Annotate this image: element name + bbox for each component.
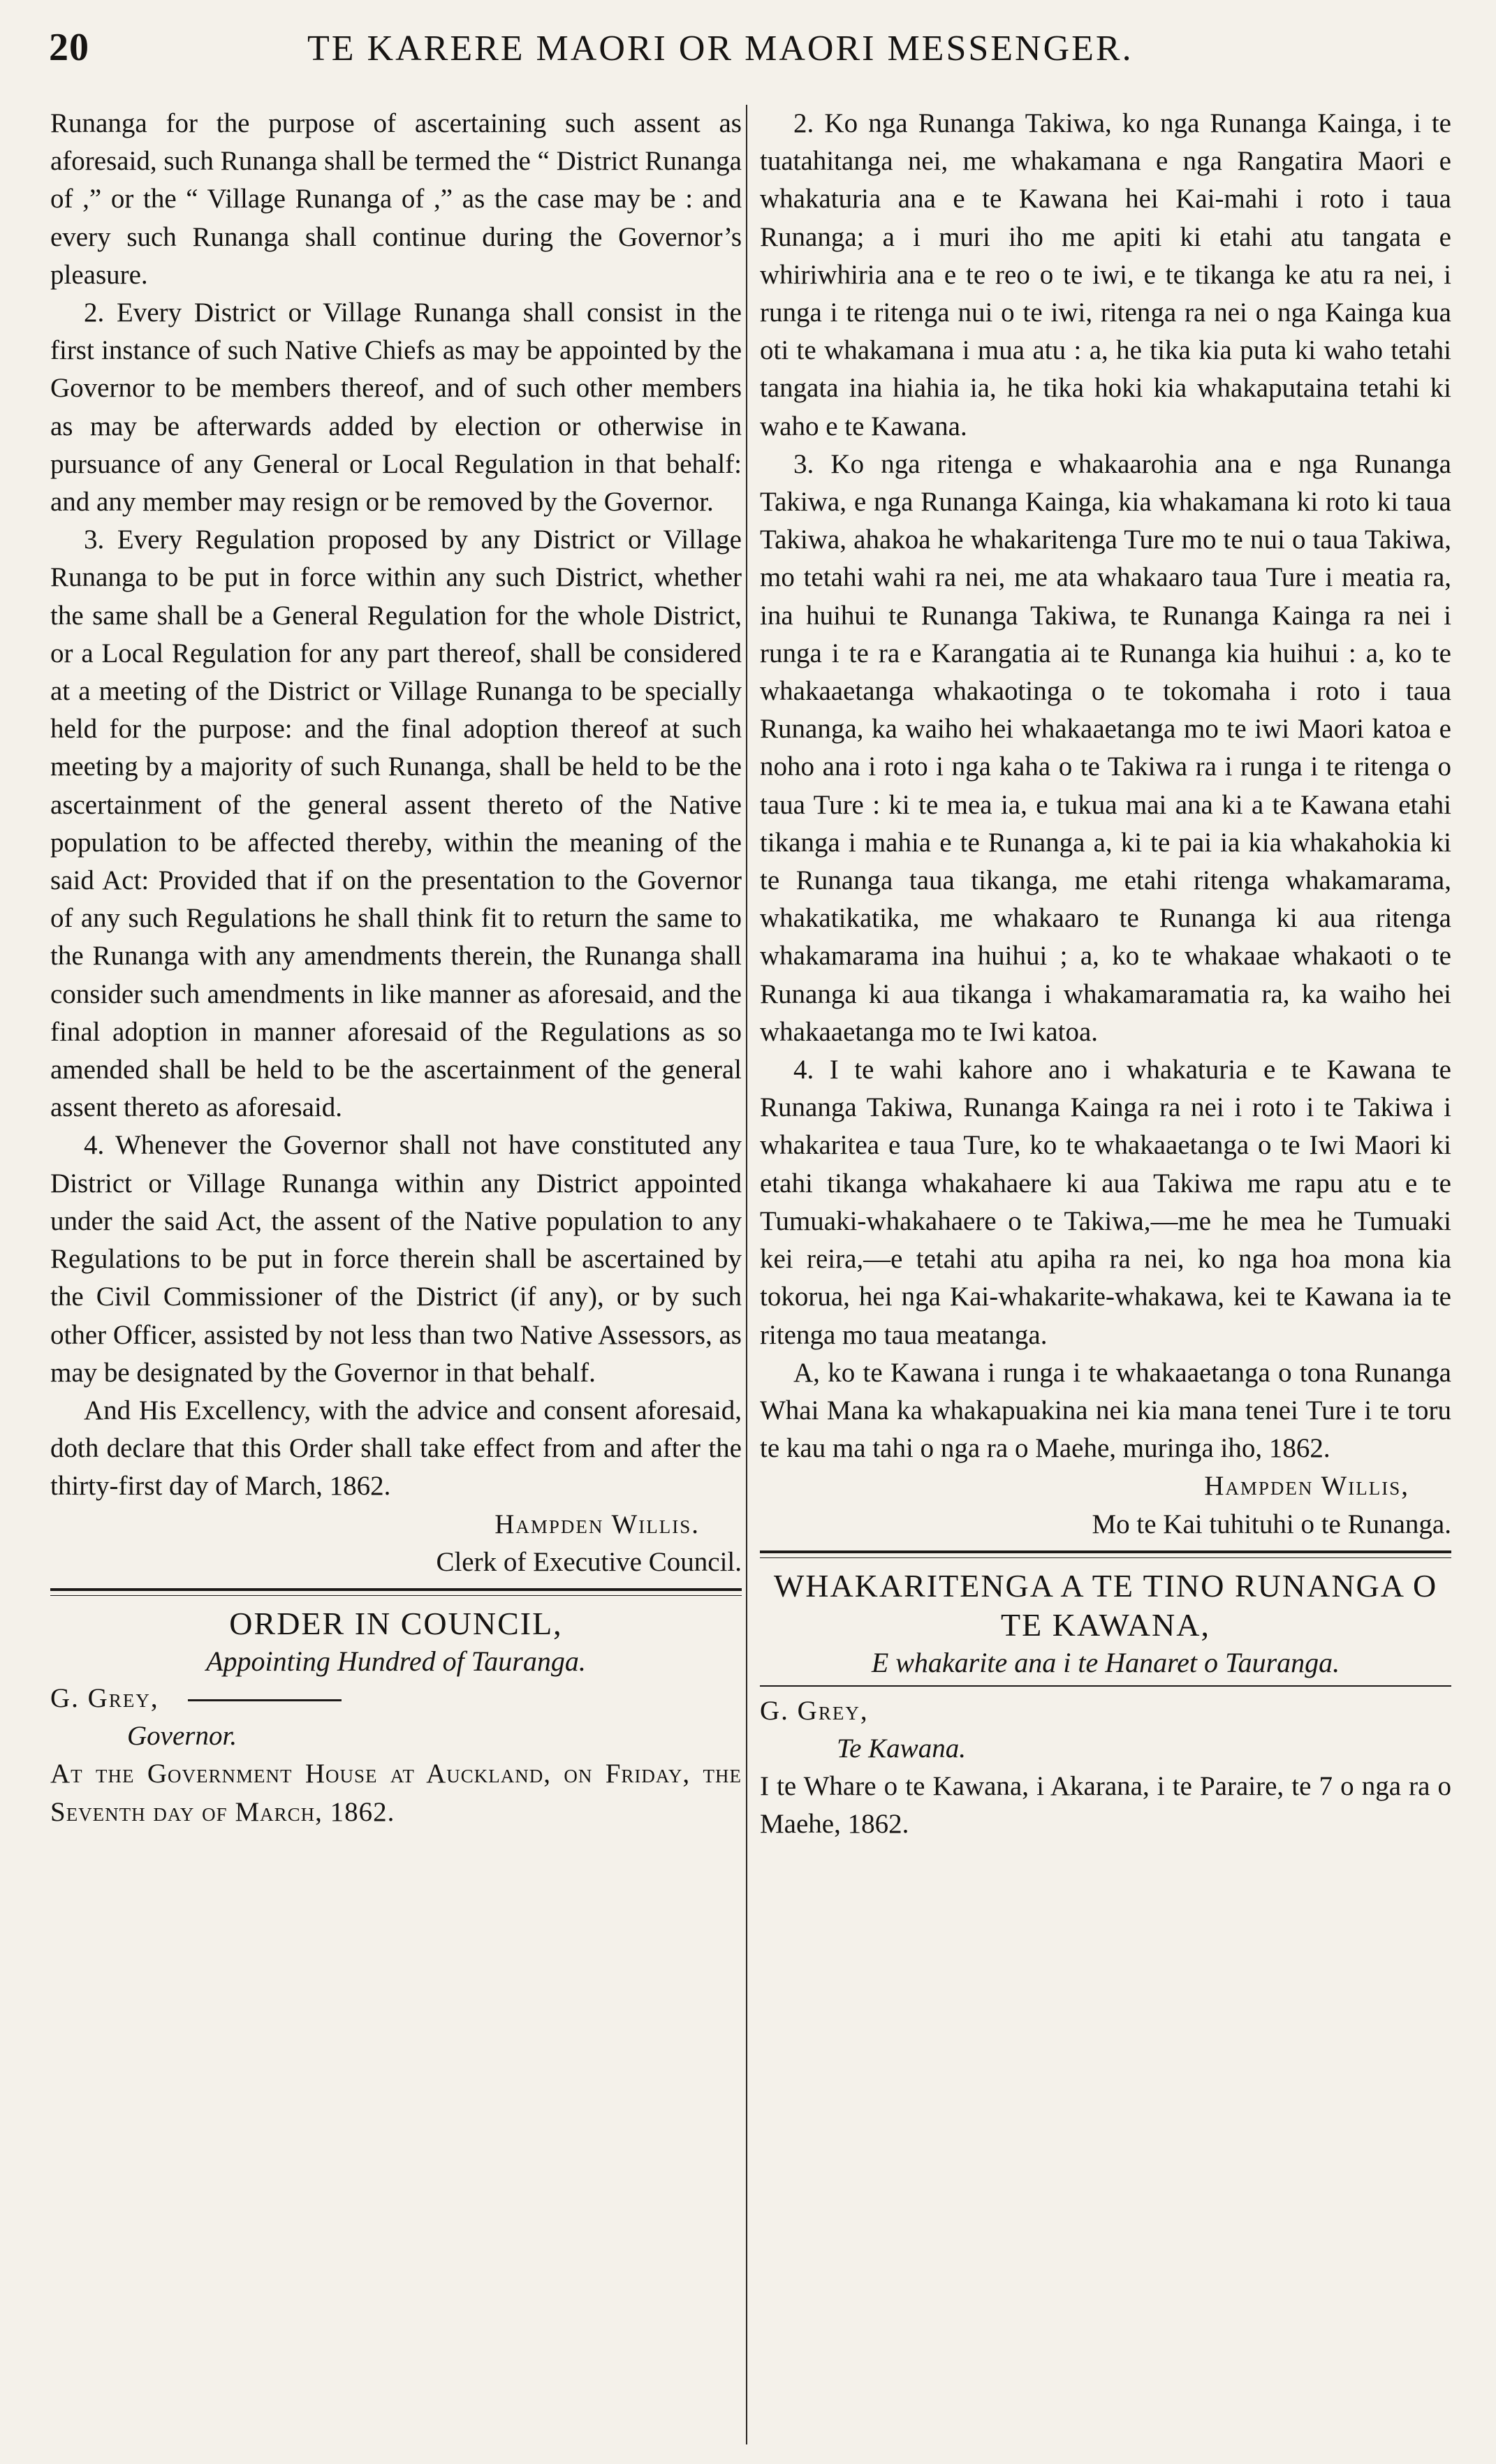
page-header — [0, 25, 1496, 81]
maori-signature-title: Mo te Kai tuhituhi o te Runanga. — [1092, 1509, 1451, 1539]
maori-order-heading: WHAKARITENGA A TE TINO RUNANGA O TE KAWANA, — [773, 1567, 1438, 1643]
maori-governor-name: G. Grey, — [760, 1695, 869, 1726]
maori-column — [760, 105, 1451, 1844]
english-paragraph-3: 3. Every Regulation proposed by any District or Village Runanga to be put in force within any such District, whether the same shall be a General Regulation for the whole District, or a Local Regulation for any part thereof, shall be considered at a meeting of the District or Village Runanga to be specially held for the purpose: and the final adoption thereof at such meeting by a majority of such Runanga, shall be held to be the ascertainment of the general assent thereto of the Native population to be affected thereby, within the meaning of the said Act: Provided that if on the presentation to the Governor of any such Regulations he shall think fit to return the same to the Runanga with any amendments therein, the Runanga shall consider such amendments in like manner as aforesaid, and the final adoption in manner aforesaid of the Regulations as so amended shall be held to be the ascertainment of the general assent thereto as aforesaid. — [50, 525, 742, 1123]
english-paragraph-1: Runanga for the purpose of ascertaining such assent as aforesaid, such Runanga shall be termed the “ District Runanga of ,” or the “ Village Runanga of ,” as the case may be : and every such Runanga shall continue during the Governor’s pleasure. — [50, 108, 742, 290]
order-location-line: At the Government House at Auckland, on Friday, the Seventh day of March, 1862. — [50, 1759, 742, 1827]
governor-title: Governor. — [127, 1721, 237, 1752]
english-column — [50, 105, 742, 1831]
governor-name: G. Grey, — [50, 1682, 159, 1713]
signature-name: Hampden Willis. — [494, 1509, 700, 1539]
page-number: 20 — [49, 26, 89, 69]
order-subheading: Appointing Hundred of Tauranga. — [206, 1645, 586, 1677]
maori-signature-name: Hampden Willis, — [1204, 1471, 1409, 1502]
governor-line — [50, 1680, 742, 1717]
english-paragraph-4: 4. Whenever the Governor shall not have constituted any District or Village Runanga within any District appointed under the said Act, the assent of the Native population to any Regulations to be put in force therein shall be ascertained by the Civil Commissioner of the District (if any), or by such other Officer, assisted by not less than two Native Assessors, as may be designated by the Governor in that behalf. — [50, 1130, 742, 1388]
maori-order-subheading: E whakarite ana i te Hanaret o Tauranga. — [871, 1646, 1340, 1678]
english-paragraph-5: And His Excellency, with the advice and consent aforesaid, doth declare that this Order shall take effect from and after the thirty-first day of March, 1862. — [50, 1395, 742, 1502]
maori-paragraph-1: 2. Ko nga Runanga Takiwa, ko nga Runanga Kainga, i te tuatahitanga nei, me whakamana e nga Rangatira Maori e whakaturia ana e te Kawana hei Kai-mahi i roto i taua Runanga; a i muri iho me apiti ki etahi atu tangata e whiriwhiria ana e te reo o te iwi, e te tikanga ke atu ra nei, i runga i te ritenga nui o te iwi, ritenga ra nei o nga Kainga kua oti te whakamana i mua atu : a, he tika kia puta ki waho tetahi tangata ina hiahia ia, he tika hoki kia whakaputaina tetahi ki waho e te Kawana. — [760, 108, 1451, 441]
order-heading: ORDER IN COUNCIL, — [229, 1605, 563, 1641]
maori-paragraph-2: 3. Ko nga ritenga e whakaarohia ana e nga Runanga Takiwa, e nga Runanga Kainga, kia whakamana ki roto ki taua Takiwa, ahakoa he whakaritenga Ture mo te nui o taua Takiwa, mo tetahi wahi ra nei, me ata whakaaro taua Ture i meatia ra, ina huihui te Runanga Takiwa, te Runanga Kainga ra nei i runga i te ra e Karangatia ai te Runanga kia huihui : a, ko te whakaaetanga whakaotinga o te tokomaha i roto i taua Runanga, ka waiho hei whakaaetanga mo te iwi Maori katoa e noho ana i roto i nga kaha o te Takiwa ra i runga i te ritenga o taua Ture : ki te mea ia, e tukua mai ana ki a te Kawana etahi tikanga i mahia e te Runanga a, ki te pai ia kia whakahokia ki te Runanga taua tikanga, me etahi ritenga whakamarama, whakatikatika, me whakaaro te Runanga ki aua ritenga whakamarama ina huihui ; a, ko te whakaae whakaoti o te Runanga ki aua tikanga i whakamaramatia ra, ka waiho hei whakaaetanga mo te Iwi katoa. — [760, 448, 1451, 1047]
section-rule — [50, 1588, 742, 1596]
maori-paragraph-3: 4. I te wahi kahore ano i whakaturia e te Kawana te Runanga Takiwa, Runanga Kainga ra nei i roto i te Takiwa i whakaritea e taua Ture, ko te whakaaetanga o te Iwi Maori ki etahi tikanga whakahaere ki aua Takiwa me rapu atu e te Tumuaki-whakahaere o te Takiwa,—me he mea he Tumuaki kei reira,—e tetahi atu apiha ra nei, ko nga hoa mona kia tokorua, hei nga Kai-whakarite-whakawa, kei te Kawana ia te ritenga mo taua meatanga. — [760, 1055, 1451, 1350]
short-rule — [188, 1699, 342, 1701]
running-title: TE KARERE MAORI OR MAORI MESSENGER. — [307, 29, 1134, 68]
column-divider — [746, 105, 747, 2444]
english-paragraph-2: 2. Every District or Village Runanga shall consist in the first instance of such Native Chiefs as may be appointed by the Governor to be members thereof, and of such other members as may be afterwards added by election or otherwise in pursuance of any General or Local Regulation in that behalf: and any member may resign or be removed by the Governor. — [50, 298, 742, 518]
maori-order-location-line: I te Whare o te Kawana, i Akarana, i te Paraire, te 7 o nga ra o Maehe, 1862. — [760, 1771, 1451, 1840]
maori-governor-title: Te Kawana. — [837, 1733, 966, 1763]
signature-title: Clerk of Executive Council. — [436, 1546, 742, 1577]
maori-thin-rule — [760, 1685, 1451, 1687]
maori-paragraph-4: A, ko te Kawana i runga i te whakaaetanga o tona Runanga Whai Mana ka whakapuakina nei kia mana tenei Ture i te toru te kau ma tahi o nga ra o Maehe, muringa iho, 1862. — [760, 1357, 1451, 1464]
maori-section-rule — [760, 1550, 1451, 1558]
